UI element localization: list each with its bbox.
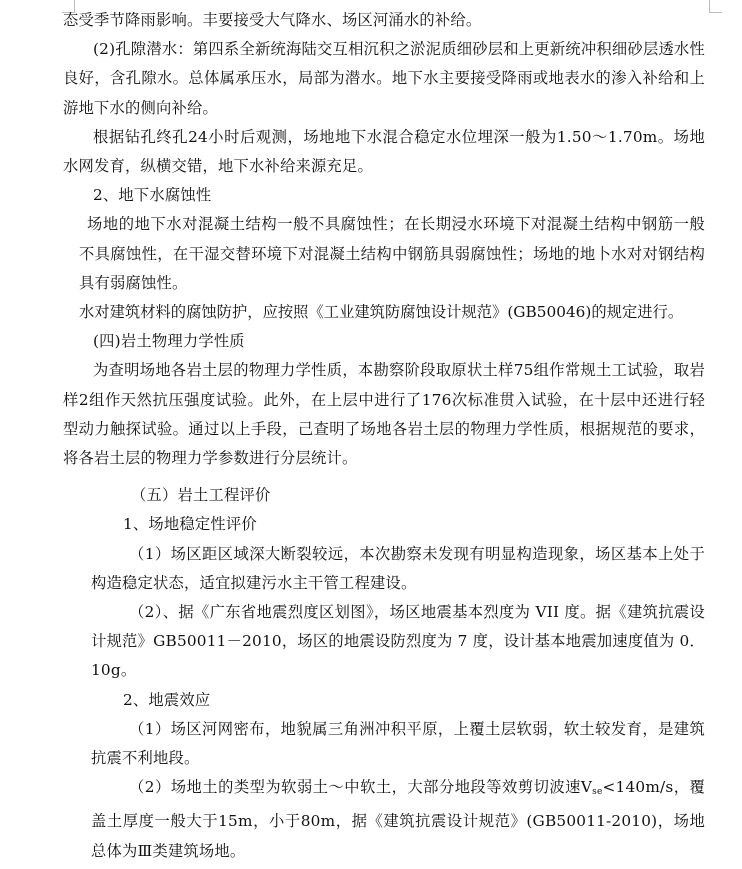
paragraph-seismic-2-part-b: <140m/s，覆盖土厚度一般大于15m，小于80m，据《建筑抗震设计规范》(GB50011-2010)，场地总体为Ⅲ类建筑场地。 [91, 778, 706, 860]
document-body [63, 6, 706, 866]
paragraph-seismic-1: （1）场区河网密布，地貌属三角洲冲积平原，上覆土层软弱，软土较发育，是建筑抗震不利地段。 [91, 719, 705, 768]
shear-wave-subscript: se [592, 787, 603, 798]
paragraph-pore-water: (2)孔隙潜水：第四系全新统海陆交互相沉积之淤泥质细砂层和上更新统冲积细砂层透水性良好，含孔隙水。总体属承压水，局部为潜水。地下水主要接受降雨或地表水的渗入补给和上游地下水的侧向补给。 [63, 40, 705, 117]
heading-site-stability: 1、场地稳定性评价 [123, 515, 257, 534]
paragraph-stability-1: （1）场区距区域深大断裂较远，本次勘察未发现有明显构造现象，场区基本上处于构造稳定状态，适宜拟建污水主干管工程建设。 [91, 544, 705, 592]
heading-section-five: （五）岩土工程评价 [131, 486, 271, 505]
paragraph-stability-2: （2）、据《广东省地震烈度区划图》，场区地震基本烈度为 VII 度。据《建筑抗震设计规范》GB50011－2010，场区的地震设防烈度为 7 度，设计基本地震加速度值为 0．10g。 [91, 603, 705, 680]
paragraph-recharge-continued: 态受季节降雨影响。丰要接受大气降水、场区河涌水的补给。 [63, 11, 482, 29]
heading-seismic-effect: 2、地震效应 [123, 690, 211, 709]
paragraph-water-level: 根据钻孔终孔24小时后观测，场地地下水混合稳定水位埋深一般为1.50～1.70m。场地水网发育，纵横交错，地下水补给来源充足。 [63, 127, 705, 176]
paragraph-seismic-2-part-a: （2）场地土的类型为软弱土～中软土，大部分地段等效剪切波速V [129, 778, 593, 797]
heading-section-four: (四)岩土物理力学性质 [93, 332, 245, 351]
page-corner-mark-right [709, 0, 722, 13]
paragraph-corrosion-protection: 水对建筑材料的腐蚀防护，应按照《工业建筑防腐蚀设计规范》(GB50046)的规定进行。 [79, 303, 684, 322]
paragraph-seismic-2 [91, 773, 705, 866]
paragraph-physical-properties: 为查明场地各岩土层的物理力学性质，本勘察阶段取原状土样75组作常规土工试验，取岩样2组作天然抗压强度试验。此外，在上层中进行了176次标准贯入试验，在十层中还进行轻型动力触探试验。通过以上手段，己查明了场地各岩土层的物理力学性质，根据规范的要求，将各岩土层的物理力学参数进行分层统计。 [63, 361, 705, 468]
heading-groundwater-corrosion: 2、地下水腐蚀性 [93, 186, 212, 205]
paragraph-corrosion-detail: 场地的地下水对混凝土结构一般不具腐蚀性；在长期浸水环境下对混凝土结构中钢筋一般不具腐蚀性，在干湿交替环境下对混凝土结构中钢筋具弱腐蚀性；场地的地卜水对对钢结构具有弱腐蚀性。 [79, 215, 705, 292]
